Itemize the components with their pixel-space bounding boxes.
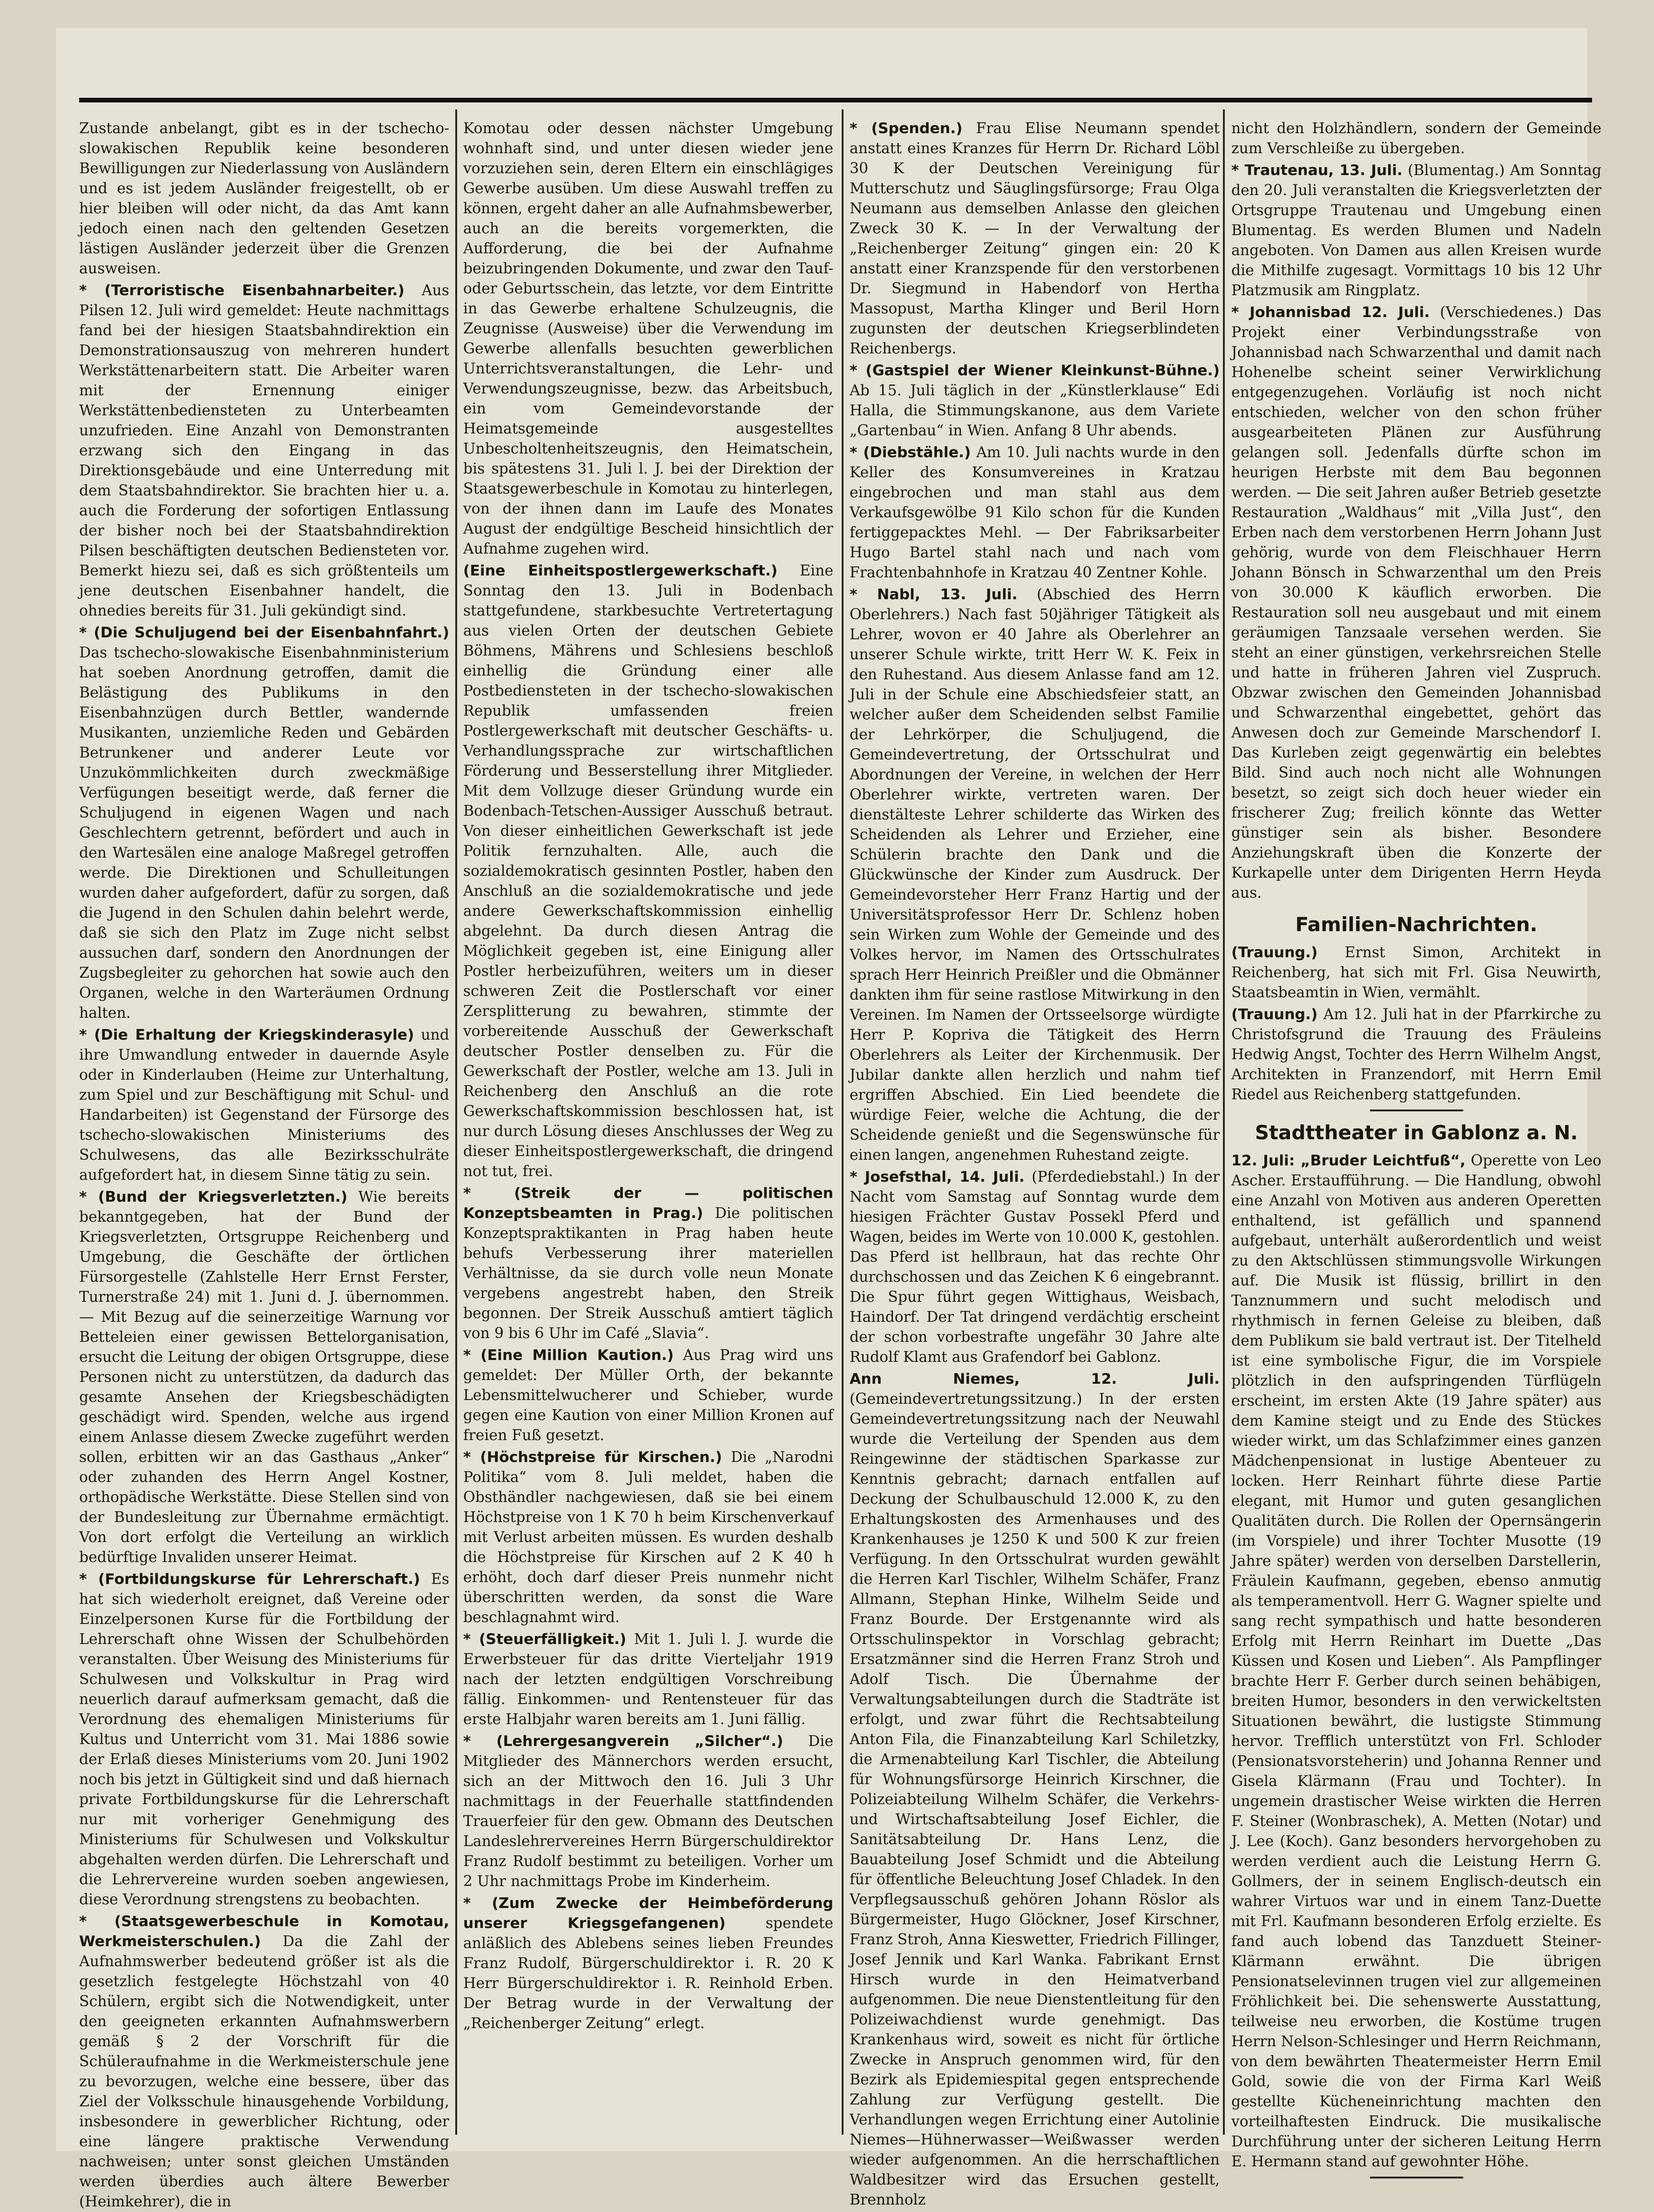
article-paragraph <box>79 623 449 1023</box>
article-paragraph <box>463 1894 833 2034</box>
article-paragraph <box>850 119 1220 359</box>
article-heading: * (Streik der — politischen Konzeptsbeamten in Prag.) <box>463 1185 833 1222</box>
article-text: Zustande anbelangt, gibt es in der tschecho-slowakischen Republik keine besonderen Bewilligungen zur Niederlassung von Ausländern und es ist jedem Ausländer freigestellt, ob er hier bleiben will oder nicht, da das Amt kann jedoch einen nach den geltenden Gesetzen lästigen Ausländer jederzeit über die Grenzen ausweisen. <box>79 120 449 277</box>
theater-title: Stadttheater in Gablonz a. N. <box>1255 1121 1578 1144</box>
article-text: (Verschiedenes.) Das Projekt einer Verbindungsstraße von Johannisbad nach Schwarzenthal und damit nach Hohenelbe scheint seiner Verwirklichung entgegenzugehen. Vorläufig ist noch nicht entschieden, welcher von den schon früher ausgearbeiteten Plänen zur Ausführung gelangen soll. Jedenfalls dürfte schon im heurigen Herbste mit dem Bau begonnen werden. — Die seit Jahren außer Betrieb gesetzte Restauration „Waldhaus“ mit „Villa Just“, den Erben nach dem verstorbenen Herrn Johann Just gehörig, wurde von dem Fleischhauer Herrn Johann Bönsch in Schwarzenthal um den Preis von 30.000 K käuflich erworben. Die Restauration soll neu ausgebaut und mit einem geräumigen Tanzsaale versehen werden. Sie steht an einer günstigen, verkehrsreichen Stelle und hatte in früheren Jahren viel Zuspruch. Obzwar zwischen den Gemeinden Johannisbad und Schwarzenthal eingebettet, gehört das Anwesen doch zur Gemeinde Marschendorf I. Das Kurleben zeigt gegenwärtig ein belebtes Bild. Sind auch noch nicht alle Wohnungen besetzt, so zeigt sich doch heuer wieder ein frischerer Zug; freilich könnte das Wetter günstiger sein als bisher. Besondere Anziehungskraft üben die Konzerte der Kurkapelle unter dem Dirigenten Herrn Heyda aus. <box>1231 304 1601 901</box>
end-rule <box>1370 2177 1463 2178</box>
article-heading: * (Die Schuljugend bei der Eisenbahnfahrt.) <box>79 624 449 641</box>
article-paragraph <box>1231 943 1601 1003</box>
article-heading: * (Die Erhaltung der Kriegskinderasyle) <box>79 1027 414 1043</box>
article-paragraph <box>850 443 1220 583</box>
article-heading: * (Bund der Kriegsverletzten.) <box>79 1189 348 1205</box>
article-text: Ernst Simon, Architekt in Reichenberg, hat sich mit Frl. Gisa Neuwirth, Staatsbeamtin in Wien, vermählt. <box>1231 944 1601 1001</box>
article-text: Es hat sich wiederholt ereignet, daß Vereine oder Einzelpersonen Kurse für die Fortbildung der Lehrerschaft ohne Wissen der Schulbehörden veranstalten. Über Weisung des Ministeriums für Schulwesen und Volkskultur in Prag wird neuerlich darauf aufmerksam gemacht, daß die Verordnung des ehemaligen Ministeriums für Kultus und Unterricht vom 31. Mai 1886 sowie der Erlaß dieses Ministeriums vom 20. Juni 1902 noch bis jetzt in Gültigkeit sind und daß hiernach private Fortbildungskurse für die Lehrerschaft nur mit vorheriger Genehmigung des Ministeriums für Schulwesen und Volkskultur abgehalten werden dürfen. Die Lehrerschaft und die Lehrervereine wurden soeben angewiesen, diese Verordnung strengstens zu beobachten. <box>79 1571 450 1908</box>
article-paragraph <box>1231 1151 1601 2172</box>
article-heading: * (Gastspiel der Wiener Kleinkunst-Bühne.) <box>850 362 1220 379</box>
article-paragraph <box>1231 303 1601 903</box>
article-paragraph <box>79 281 449 621</box>
article-text: Am 10. Juli nachts wurde in den Keller des Konsumvereines in Kratzau eingebrochen und man stahl aus dem Verkaufsgewölbe 91 Kilo schon für die Kunden fertiggepacktes Mehl. — Der Fabriksarbeiter Hugo Bartel stahl nach und nach vom Frachtenbahnhofe in Kratzau 40 Zentner Kohle. <box>850 444 1220 581</box>
article-heading: * (Steuerfälligkeit.) <box>463 1631 627 1648</box>
article-text: (Gemeindevertretungssitzung.) In der ersten Gemeindevertretungssitzung nach der Neuwahl wurde die Verteilung der Spenden aus dem Reingewinne der städtischen Sparkasse zur Kenntnis gebracht; darnach entfallen auf Deckung der Schulbauschuld 12.000 K, zu den Erhaltungskosten des Armenhauses und des Krankenhauses je 1250 K und 500 K zur freien Verfügung. In den Ortsschulrat wurden gewählt die Herren Karl Tischler, Wilhelm Schäfer, Franz Allmann, Stephan Hinke, Wilhelm Seide und Franz Bourde. Der Erstgenannte wird als Ortsschulinspektor in Vorschlag gebracht; Ersatzmänner sind die Herren Franz Stroh und Adolf Tisch. Die Übernahme der Verwaltungsabteilungen durch die Stadträte ist erfolgt, und zwar führt die Rechtsabteilung Anton Fila, die Finanzabteilung Karl Schiletzky, die Armenabteilung Karl Tischler, die Abteilung für Wohnungsfürsorge Heinrich Kirschner, die Polizeiabteilung Wilhelm Schäfer, die Verkehrs- und Wirtschaftsabteilung Josef Eichler, die Sanitätsabteilung Dr. Hans Lenz, die Bauabteilung Josef Schmidt und die Abteilung für öffentliche Beleuchtung Josef Chladek. In den Verpflegsausschuß gehören Johann Röslor als Bürgermeister, Hugo Glöckner, Josef Kirschner, Franz Stroh, Anna Kieswetter, Friedrich Fillinger, Josef Jennik und Karl Wanka. Fabrikant Ernst Hirsch wurde in den Heimatverband aufgenommen. Die neue Dienstentleitung für den Polizeiwachdienst wurde genehmigt. Das Krankenhaus wird, soweit es nicht für örtliche Zwecke in Anspruch genommen wird, für den Bezirk als Epidemiespital gegen entsprechende Zahlung zur Verfügung gestellt. Die Verhandlungen wegen Errichtung einer Autolinie Niemes—Hühnerwasser—Weißwasser werden wieder aufgenommen. An die herrschaftlichen Waldbesitzer wird das Ersuchen gestellt, Brennholz <box>850 1391 1220 2208</box>
article-text: Am 12. Juli hat in der Pfarrkirche zu Christofsgrund die Trauung des Fräuleins Hedwig Angst, Tochter des Herrn Wilhelm Angst, Architekten in Franzendorf, mit Herrn Emil Riedel aus Reichenberg stattgefunden. <box>1231 1006 1601 1103</box>
column-3 <box>850 119 1220 2208</box>
column-1 <box>79 119 450 2210</box>
article-text: spendete anläßlich des Ablebens seines lieben Freundes Franz Rudolf, Bürgerschuldirektor i. R. 20 K Herr Bürgerschuldirektor i. R. Reinhold Erben. Der Betrag wurde in der Verwaltung der „Reichenberger Zeitung“ erlegt. <box>463 1915 834 2032</box>
article-text: Ab 15. Juli täglich in der „Künstlerklause“ Edi Halla, die Stimmungskanone, aus dem Variete „Gartenbau“ in Wien. Anfang 8 Uhr abends. <box>850 382 1220 439</box>
article-text: Eine Sonntag den 13. Juli in Bodenbach stattgefundene, starkbesuchte Vertretertagung aus vielen Orten der deutschen Gebiete Böhmens, Mährens und Schlesiens beschloß einhellig die Gründung einer alle Postbediensteten in der tschecho-slowakischen Republik umfassenden freien Postlergewerkschaft mit deutscher Geschäfts- u. Verhandlungssprache zur wirtschaftlichen Förderung und Besserstellung ihrer Mitglieder. Mit dem Vollzuge dieser Gründung wurde ein Bodenbach-Tetschen-Aussiger Ausschuß betraut. Von dieser einheitlichen Gewerkschaft ist jede Politik fernzuhalten. Alle, auch die sozialdemokratisch gesinnten Postler, haben den Anschluß an die sozialdemokratische und jede andere Gewerkschaftskommission einhellig abgelehnt. Da durch diesen Antrag die Möglichkeit gegeben ist, eine Einigung aller Postler herbeizuführen, weiters um in dieser schweren Zeit die Postlerschaft vor einer Zersplitterung zu bewahren, stimmte der vorbereitende Ausschuß der Gewerkschaft deutscher Postler denselben zu. Für die Gewerkschaft der Postler, welche am 13. Juli in Reichenberg den Anschluß an die rote Gewerkschaftskommission beschlossen hat, ist nur durch Lösung dieses Anschlusses der Weg zu dieser Einheitspostlergewerkschaft, die dringend not tut, frei. <box>463 562 833 1180</box>
section-divider <box>1370 1109 1463 1111</box>
theater-review <box>1231 1151 1601 2172</box>
article-text: Die politischen Konzeptspraktikanten in Prag haben heute behufs Verbesserung ihrer materiellen Verhältnisse, da sie durch volle neun Monate vergebens angestrebt haben, den Streik begonnen. Der Streik Ausschuß amtiert täglich von 9 bis 6 Uhr im Café „Slavia“. <box>463 1205 833 1342</box>
article-paragraph <box>463 1346 833 1446</box>
article-heading: (Trauung.) <box>1231 944 1318 961</box>
article-paragraph <box>1231 161 1601 301</box>
article-heading: (Eine Einheitspostlergewerkschaft.) <box>463 562 778 579</box>
article-heading: * Nabl, 13. Juli. <box>850 586 1018 603</box>
article-paragraph <box>463 1732 833 1892</box>
family-news <box>1231 943 1601 1105</box>
article-heading: * (Lehrergesangverein „Silcher“.) <box>463 1733 783 1750</box>
article-paragraph <box>463 561 833 1182</box>
article-paragraph <box>463 1448 833 1628</box>
article-heading: * Johannisbad 12. Juli. <box>1231 304 1430 321</box>
article-paragraph <box>79 119 449 279</box>
article-text: und ihre Umwandlung entweder in dauernde Asyle oder in Kinderlauben (Heime zur Unterhaltung, zum Spiel und zur Beschäftigung mit Schul- und Handarbeiten) ist Gegenstand der Fürsorge des tschecho-slowakischen Ministeriums des Schulwesens, das alle Bezirksschulräte aufgefordert hat, in diesem Sinne tätig zu sein. <box>79 1027 449 1184</box>
article-paragraph <box>850 361 1220 441</box>
article-paragraph <box>1231 1005 1601 1105</box>
column-2 <box>463 119 833 2135</box>
article-paragraph <box>850 585 1220 1165</box>
article-text: Operette von Leo Ascher. Erstaufführung. — Die Handlung, obwohl eine Anzahl von Motiven aus anderen Operetten enthaltend, ist gefällich und spannend aufgebaut, unterhält außerordentlich und weist zu den Aktschlüssen stimmungsvolle Wirkungen auf. Die Musik ist flüssig, brillirt in den Tanznummern und sucht melodisch und rhythmisch in fernen Geleise zu bleiben, daß dem Publikum sie bald vertraut ist. Der Titelheld ist eine symbolische Figur, die im Vorspiele plötzlich in den aufspringenden Türflügeln erscheint, im ersten Akte (19 Jahre später) aus dem Kamine steigt und zu Ende des Stückes wieder wirkt, um das Schlafzimmer eines ganzen Mädchenpensionat in lustige Abenteuer zu locken. Herr Reinhart führte diese Partie elegant, mit Humor und guten gesanglichen Qualitäten durch. Die Rollen der Opernsängerin (im Vorspiele) und ihrer Tochter Musotte (19 Jahre später) werden von derselben Darstellerin, Fräulein Kaufmann, gegeben, ebenso anmutig als temperamentvoll. Herr G. Wagner spielte und sang recht sympathisch und hatte besonderen Erfolg mit Herrn Reinhart im Duette „Das Küssen und Kosen und Lieben“. Als Pampflinger brachte Herr F. Gerber durch seinen behäbigen, breiten Humor, besonders in den verwickeltsten Situationen bewährt, die lustigste Stimmung hervor. Trefflich unterstützt von Frl. Schloder (Pensionatsvorsteherin) und Johanna Renner und Gisela Klärmann (Frau und Tochter). In ungemein drastischer Weise wirkten die Herren F. Steiner (Wonbraschek), A. Metten (Notar) und J. Lee (Koch). Ganz besonders hervorgehoben zu werden verdient auch die Leistung Herrn G. Gollmers, der in seinem Englisch-deutsch ein wahrer Virtuos war und in einem Tanz-Duette mit Frl. Kaufmann besonderen Erfolg erzielte. Es fand auch lobend das Tanzduett Steiner-Klärmann erwähnt. Die übrigen Pensionatselevinnen trugen viel zur allgemeinen Fröhlichkeit bei. Die sehenswerte Ausstattung, teilweise neu erworben, die Kostüme trugen Herrn Nelson-Schlesinger und Herrn Reichmann, von dem bewährten Theatermeister Herrn Emil Gold, sowie die von der Firma Karl Weiß gestellte Kücheneinrichtung machten den vorteilhaftesten Eindruck. Die musikalische Durchführung unter der sicheren Leitung Herrn E. Hermann stand auf gewohnter Höhe. <box>1231 1152 1601 2170</box>
article-text: Da die Zahl der Aufnahmswerber bedeutend größer ist als die gesetzlich festgelegte Höchstzahl von 40 Schülern, ergibt sich die Notwendigkeit, unter den geeigneten erkannten Aufnahmswerbern gemäß § 2 der Vorschrift für die Schüleraufnahme in die Werkmeisterschule jene zu bevorzugen, welche eine bessere, über das Ziel der Volksschule hinausgehende Vorbildung, insbesondere in gewerblicher Richtung, oder eine längere praktische Verwendung nachweisen; unter sonst gleichen Umständen werden überdies auch ältere Bewerber (Heimkehrer), die in <box>79 1933 449 2210</box>
article-paragraph <box>463 1184 833 1344</box>
top-rule <box>79 98 1592 102</box>
article-paragraph <box>79 1187 449 1568</box>
article-heading: 12. Juli: „Bruder Leichtfuß“, <box>1231 1152 1466 1169</box>
article-heading: * (Eine Million Kaution.) <box>463 1347 674 1364</box>
article-heading: Ann Niemes, 12. Juli. <box>850 1371 1220 1387</box>
article-paragraph <box>79 1569 449 1910</box>
article-text: Frau Elise Neumann spendet anstatt eines Kranzes für Herrn Dr. Richard Löbl 30 K der Deutschen Vereinigung für Mutterschutz und Säuglingsfürsorge; Frau Olga Neumann aus demselben Anlasse den gleichen Zweck 30 K. — In der Verwaltung der „Reichenberger Zeitung“ gingen ein: 20 K anstatt einer Kranzspende für den verstorbenen Dr. Siegmund in Habendorf von Hertha Massopust, Martha Klinger und Beril Horn zugunsten der deutschen Kriegserblindeten Reichenbergs. <box>850 120 1220 357</box>
article-heading: * (Höchstpreise für Kirschen.) <box>463 1449 722 1466</box>
article-text: (Pferdediebstahl.) In der Nacht vom Samstag auf Sonntag wurde dem hiesigen Frächter Gustav Possekl Pferd und Wagen, beides im Werte von 10.000 K, gestohlen. Das Pferd ist hellbraun, hat das rechte Ohr durchschossen und das Zeichen K 6 eingebrannt. Die Spur führt gegen Wittighaus, Weisbach, Haindorf. Der Tat dringend verdächtig erscheint der schon vorbestrafte ungefähr 30 Jahre alte Rudolf Klamt aus Grafendorf bei Gablonz. <box>850 1169 1220 1366</box>
article-heading: * (Spenden.) <box>850 120 963 137</box>
article-heading: (Trauung.) <box>1231 1006 1318 1023</box>
article-text: Die „Narodni Politika“ vom 8. Juli meldet, haben die Obsthändler nachgewiesen, daß sie bei einem Höchstpreise von 1 K 70 h beim Kirschenverkauf mit Verlust arbeiten müssen. Es wurden deshalb die Höchstpreise für Kirschen auf 2 K 40 h erhöht, doch darf dieser Preis nunmehr nicht überschritten werden, da sonst die Ware beschlagnahmt wird. <box>463 1449 833 1626</box>
article-heading: * (Zum Zwecke der Heimbeförderung unserer Kriegsgefangenen) <box>463 1895 833 1932</box>
column-divider <box>1223 109 1225 2135</box>
article-text: Das tschecho-slowakische Eisenbahnministerium hat soeben Anordnung getroffen, damit die Belästigung des Publikums in den Eisenbahnzügen durch Bettler, wandernde Musikanten, unziemliche Reden und Gebärden Betrunkener und anderer Leute vor Unzukömmlichkeiten durch zweckmäßige Verfügungen beseitigt werde, daß ferner die Schuljugend in eigenen Wagen und nach Geschlechtern getrennt, befördert und auch in den Wartesälen eine analoge Maßregel getroffen werde. Die Direktionen und Schulleitungen wurden daher aufgefordert, dafür zu sorgen, daß die Jugend in den Schulen dahin belehrt werde, daß sie sich den Platz im Zuge nicht selbst aussuchen darf, sondern den Anordnungen der Zugsbegleiter zu gehorchen hat sowie auch den Organen, welche in den Warteräumen Ordnung halten. <box>79 644 449 1021</box>
article-text: Mit 1. Juli l. J. wurde die Erwerbsteuer für das dritte Vierteljahr 1919 nach der letzten endgültigen Vorschreibung fällig. Einkommen- und Rentensteuer für das erste Halbjahr waren bereits am 1. Juni fällig. <box>463 1631 833 1728</box>
article-text: Wie bereits bekanntgegeben, hat der Bund der Kriegsverletzten, Ortsgruppe Reichenberg und Umgebung, die Geschäfte der örtlichen Fürsorgestelle (Zahlstelle Herr Ernst Ferster, Turnerstraße 24) mit 1. Juni d. J. übernommen. — Mit Bezug auf die seinerzeitige Warnung vor Betteleien einer gewissen Bettelorganisation, ersucht die Leitung der obigen Ortsgruppe, diese Personen nicht zu unterstützen, da dadurch das gesamte Ansehen der Kriegsbeschädigten geschädigt wird. Spenden, welche aus irgend einem Anlasse diesem Zwecke zugeführt werden sollen, erbitten wir an das Gasthaus „Anker“ oder zuhanden des Herrn Angel Kostner, orthopädische Werkstätte. Diese Stellen sind von der Bundesleitung zur Übernahme ermächtigt. Von dort erfolgt die Verteilung an wirklich bedürftige Invaliden unserer Heimat. <box>79 1189 449 1566</box>
article-text: Aus Pilsen 12. Juli wird gemeldet: Heute nachmittags fand bei der hiesigen Staatsbahndirektion ein Demonstrationsauszug von mehreren hundert Werkstättenarbeitern statt. Die Arbeiter waren mit der Ernennung einiger Werkstättenbediensteten zu Unterbeamten unzufrieden. Eine Anzahl von Demonstranten erzwang sich den Eingang in das Direktionsgebäude und eine Unterredung mit dem Staatsbahndirektor. Sie brachten hier u. a. auch die Forderung der sofortigen Entlassung der bisher noch bei der Staatsbahndirektion Pilsen beschäftigten deutschen Bediensteten vor. Bemerkt hiezu sei, daß es sich größtenteils um jene deutschen Eisenbahner handelt, die ohnedies bereits für 31. Juli gekündigt sind. <box>79 282 449 619</box>
article-heading: * (Diebstähle.) <box>850 444 971 461</box>
article-paragraph <box>463 1630 833 1730</box>
article-heading: * Trautenau, 13. Juli. <box>1231 162 1403 179</box>
family-news-title: Familien-Nachrichten. <box>1295 913 1538 936</box>
article-paragraph <box>850 1369 1220 2210</box>
column-divider <box>455 109 457 2135</box>
article-text: (Abschied des Herrn Oberlehrers.) Nach fast 50jähriger Tätigkeit als Lehrer, wovon er 40 Jahre als Oberlehrer an unserer Schule wirkte, tritt Herr W. K. Feix in den Ruhestand. Aus diesem Anlasse fand am 12. Juli in der Schule eine Abschiedsfeier statt, an welcher außer dem Scheidenden selbst Familie der Lehrkörper, die Schuljugend, die Gemeindevertretung, der Ortsschulrat und Abordnungen der Vereine, in welchen der Herr Oberlehrer wirkte, vertreten waren. Der dienstälteste Lehrer schilderte das Wirken des Scheidenden als Lehrer und Erzieher, eine Schülerin brachte den Dank und die Glückwünsche der Kinder zum Ausdruck. Der Gemeindevorsteher Herr Franz Hartig und der Universitätsprofessor Herr Dr. Schlenz hoben sein Wirken zum Wohle der Gemeinde und des Volkes hervor, im Namen des Ortsschulrates sprach Herr Heinrich Preißler und die Obmänner dankten ihm für seine rastlose Mitwirkung in den Vereinen. Im Namen der Ortsseelsorge würdigte Herr P. Kopriva die Tätigkeit des Herrn Oberlehrers als Leiter der Kirchenmusik. Der Jubilar dankte allen herzlich und nahm tief ergriffen Abschied. Ein Lied beendete die würdige Feier, welche die Achtung, die der Scheidende genießt und die Segenswünsche für einen langen, angenehmen Ruhestand zeigte. <box>850 586 1220 1163</box>
article-heading: * (Fortbildungskurse für Lehrerschaft.) <box>79 1571 420 1588</box>
article-paragraph <box>463 119 833 559</box>
article-heading: * Josefsthal, 14. Juli. <box>850 1169 1025 1185</box>
article-paragraph <box>79 1025 449 1185</box>
article-paragraph <box>1231 119 1601 159</box>
article-paragraph <box>79 1912 449 2212</box>
newspaper-page <box>56 28 1601 2210</box>
article-heading: * (Staatsgewerbeschule in Komotau, Werkmeisterschulen.) <box>79 1913 449 1950</box>
article-text: Aus Prag wird uns gemeldet: Der Müller Orth, der bekannte Lebensmittelwucherer und Schieber, wurde gegen eine Kaution von einer Million Kronen auf freien Fuß gesetzt. <box>463 1347 833 1444</box>
article-text: nicht den Holzhändlern, sondern der Gemeinde zum Verschleiße zu übergeben. <box>1231 120 1601 157</box>
article-heading: * (Terroristische Eisenbahnarbeiter.) <box>79 282 405 299</box>
article-text: (Blumentag.) Am Sonntag den 20. Juli veranstalten die Kriegsverletzten der Ortsgruppe Trautenau und Umgebung einen Blumentag. Es werden Blumen und Nadeln angeboten. Von Damen aus allen Kreisen wurde die Mithilfe zugesagt. Vormittags 10 bis 12 Uhr Platzmusik am Ringplatz. <box>1231 162 1601 299</box>
article-text: Komotau oder dessen nächster Umgebung wohnhaft sind, und unter diesen wieder jene vorzuziehen sein, deren Eltern ein einschlägiges Gewerbe ausüben. Um diese Auswahl treffen zu können, ergeht daher an alle Aufnahmsbewerber, auch an die bereits vorgemerkten, die Aufforderung, die bei der Aufnahme beizubringenden Dokumente, und zwar den Tauf- oder Geburtsschein, das letzte, vor dem Eintritte in das Gewerbe erhaltene Schulzeugnis, die Zeugnisse (Ausweise) über die Verwendung im Gewerbe allenfalls besuchten gewerblichen Unterrichtsveranstaltungen, die Lehr- und Verwendungszeugnisse, bezw. das Arbeitsbuch, ein vom Gemeindevorstande der Heimatsgemeinde ausgestelltes Unbescholtenheitszeugnis, den Heimatschein, bis spätestens 31. Juli l. J. bei der Direktion der Staatsgewerbeschule in Komotau zu hinterlegen, von der ihnen dann im Laufe des Monates August der endgültige Bescheid hinsichtlich der Aufnahme zugehen wird. <box>463 120 833 557</box>
column-divider <box>842 109 844 2135</box>
article-text: Die Mitglieder des Männerchors werden ersucht, sich an der Mittwoch den 16. Juli 3 Uhr nachmittags in der Feuerhalle stattfindenden Trauerfeier für den gew. Obmann des Deutschen Landeslehrervereines Herrn Bürgerschuldirektor Franz Rudolf bestimmt zu beteiligen. Vorher um 2 Uhr nachmittags Probe im Kinderheim. <box>463 1733 834 1890</box>
column-4-news <box>1231 119 1601 903</box>
column-4 <box>1231 119 1601 2170</box>
article-paragraph <box>850 1167 1220 1367</box>
